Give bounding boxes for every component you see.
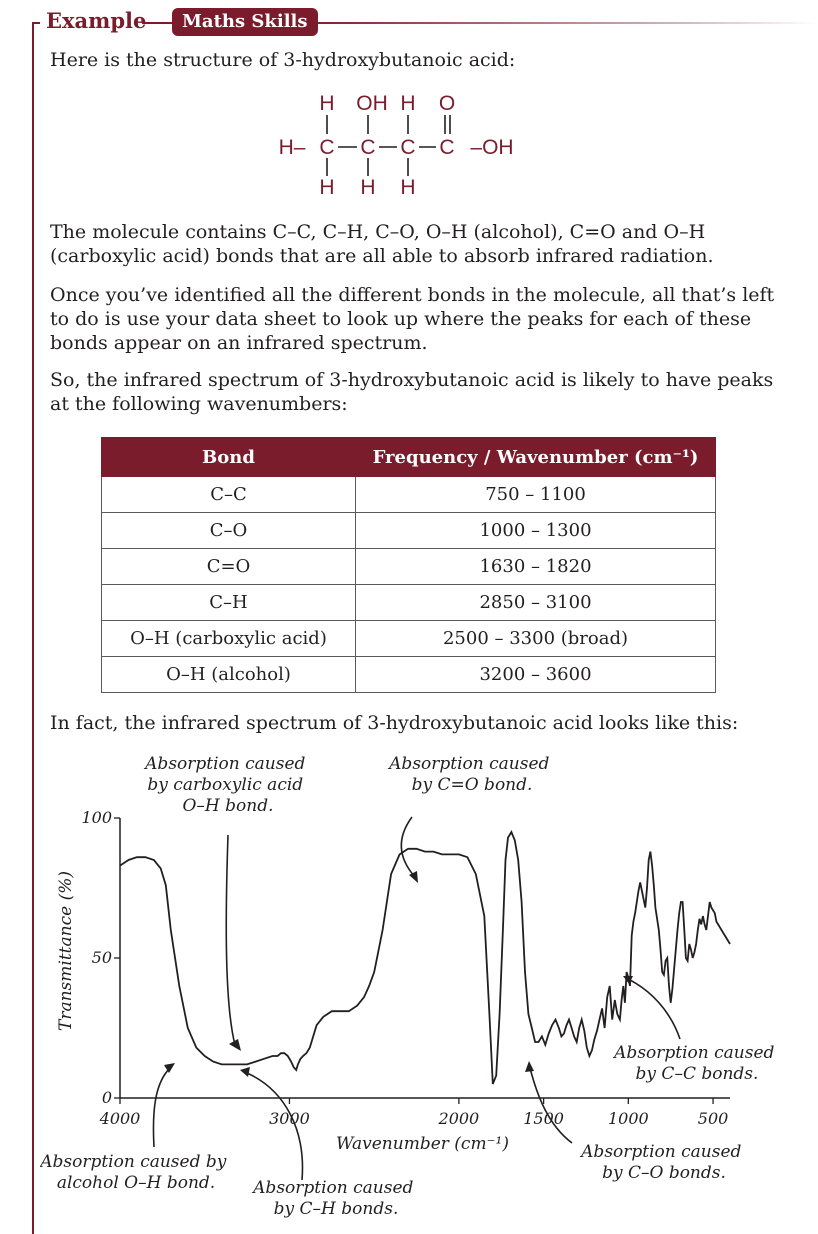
annotation-line: alcohol O–H bond. (56, 1173, 216, 1193)
table-row (102, 621, 716, 657)
arrow-c-o-double (401, 817, 415, 877)
annotation-line: by C–O bonds. (602, 1163, 726, 1183)
example-heading: Example (46, 8, 147, 33)
table-row (102, 477, 716, 513)
annotation-c-h (251, 1178, 419, 1219)
x-tick-label: 1000 (607, 1109, 649, 1128)
range-cell: 750 – 1100 (356, 477, 716, 513)
bond-cell: O–H (alcohol) (102, 657, 356, 693)
table-header-row (102, 438, 716, 477)
arrowhead-carboxylic-oh (229, 1039, 241, 1051)
annotation-line: by C–H bonds. (273, 1199, 399, 1219)
annotation-c-o-double (387, 754, 555, 795)
wavenumber-table (101, 437, 716, 693)
x-tick-label: 4000 (99, 1109, 141, 1128)
example-frame-top-left (32, 22, 40, 24)
arrow-carboxylic-oh (226, 835, 235, 1045)
structural-formula (270, 90, 530, 200)
annotation-line: by C=O bond. (411, 775, 533, 795)
annotation-line: Absorption caused (389, 754, 550, 774)
arrowhead-c-o-double (409, 871, 418, 883)
annotation-alcohol-oh (40, 1152, 232, 1193)
example-frame-left (32, 24, 34, 1234)
paragraph-bonds: The molecule contains C–C, C–H, C–O, O–H (alcohol), C=O and O–H (carboxylic acid) bonds that are all able to absorb infrared radiation. (50, 221, 714, 267)
y-tick-label: 50 (91, 948, 112, 967)
example-frame-top-right (300, 22, 818, 24)
range-cell: 1000 – 1300 (356, 513, 716, 549)
table-row (102, 549, 716, 585)
annotation-c-c (612, 1043, 780, 1084)
range-cell: 2850 – 3100 (356, 585, 716, 621)
arrowhead-c-h (240, 1067, 250, 1077)
carbon-atom: C (319, 136, 335, 159)
y-axis-label: Transmittance (%) (56, 871, 76, 1031)
range-cell: 2500 – 3300 (broad) (356, 621, 716, 657)
bottom-atom: H (319, 176, 335, 199)
carbon-atom: C (439, 136, 455, 159)
bond-cell: C–C (102, 477, 356, 513)
bottom-atom: H (360, 176, 376, 199)
bond-cell: C–H (102, 585, 356, 621)
x-axis-label: Wavenumber (cm⁻¹) (336, 1134, 509, 1154)
annotation-c-o-single (579, 1142, 747, 1183)
range-cell: 3200 – 3600 (356, 657, 716, 693)
left-hydrogen: H– (278, 136, 306, 159)
top-atom: O (438, 92, 456, 115)
annotation-line: O–H bond. (182, 796, 274, 816)
paragraph-spectrum-intro: In fact, the infrared spectrum of 3-hydroxybutanoic acid looks like this: (50, 712, 739, 734)
header-wavenumber: Frequency / Wavenumber (cm⁻¹) (356, 438, 716, 477)
header-bond: Bond (102, 438, 356, 477)
bottom-atom: H (400, 176, 416, 199)
annotation-line: by C–C bonds. (635, 1064, 759, 1084)
arrowhead-alcohol-oh (164, 1063, 175, 1073)
bond-cell: C–O (102, 513, 356, 549)
arrowhead-c-o-single (525, 1061, 534, 1072)
annotation-line: Absorption caused (145, 754, 306, 774)
table-row (102, 585, 716, 621)
bond-cell: O–H (carboxylic acid) (102, 621, 356, 657)
annotation-line: Absorption caused (614, 1043, 775, 1063)
range-cell: 1630 – 1820 (356, 549, 716, 585)
y-tick-label: 0 (101, 1088, 112, 1107)
right-hydroxyl: –OH (470, 136, 514, 159)
top-atom: H (319, 92, 335, 115)
top-atom: H (400, 92, 416, 115)
carbon-atom: C (400, 136, 416, 159)
ir-spectrum-chart (40, 745, 800, 1227)
arrow-alcohol-oh (153, 1068, 170, 1147)
carbon-atom: C (360, 136, 376, 159)
paragraph-expected-peaks: So, the infrared spectrum of 3-hydroxybutanoic acid is likely to have peaks at the following wavenumbers: (50, 369, 774, 415)
y-tick-label: 100 (81, 808, 112, 827)
example-frame-dash (142, 22, 172, 24)
maths-skills-badge: Maths Skills (172, 8, 318, 36)
annotation-line: Absorption caused by (40, 1152, 227, 1172)
arrow-c-o-single (530, 1068, 572, 1143)
table-row (102, 513, 716, 549)
x-tick-label: 1500 (523, 1109, 564, 1128)
annotation-line: by carboxylic acid (147, 775, 304, 795)
intro-text: Here is the structure of 3-hydroxybutanoic acid: (50, 49, 516, 71)
table-row (102, 657, 716, 693)
x-tick-label: 500 (697, 1109, 729, 1128)
bond-cell: C=O (102, 549, 356, 585)
x-tick-label: 2000 (438, 1109, 480, 1128)
paragraph-data-sheet: Once you’ve identified all the different bonds in the molecule, all that’s left to do is use your data sheet to look up where the peaks for each of these bonds appear on an infrared spectrum. (50, 284, 775, 354)
annotation-line: Absorption caused (581, 1142, 742, 1162)
annotation-line: Absorption caused (253, 1178, 414, 1198)
top-atom: OH (356, 92, 388, 115)
x-tick-label: 3000 (269, 1109, 310, 1128)
annotation-carboxylic-oh (143, 754, 311, 816)
